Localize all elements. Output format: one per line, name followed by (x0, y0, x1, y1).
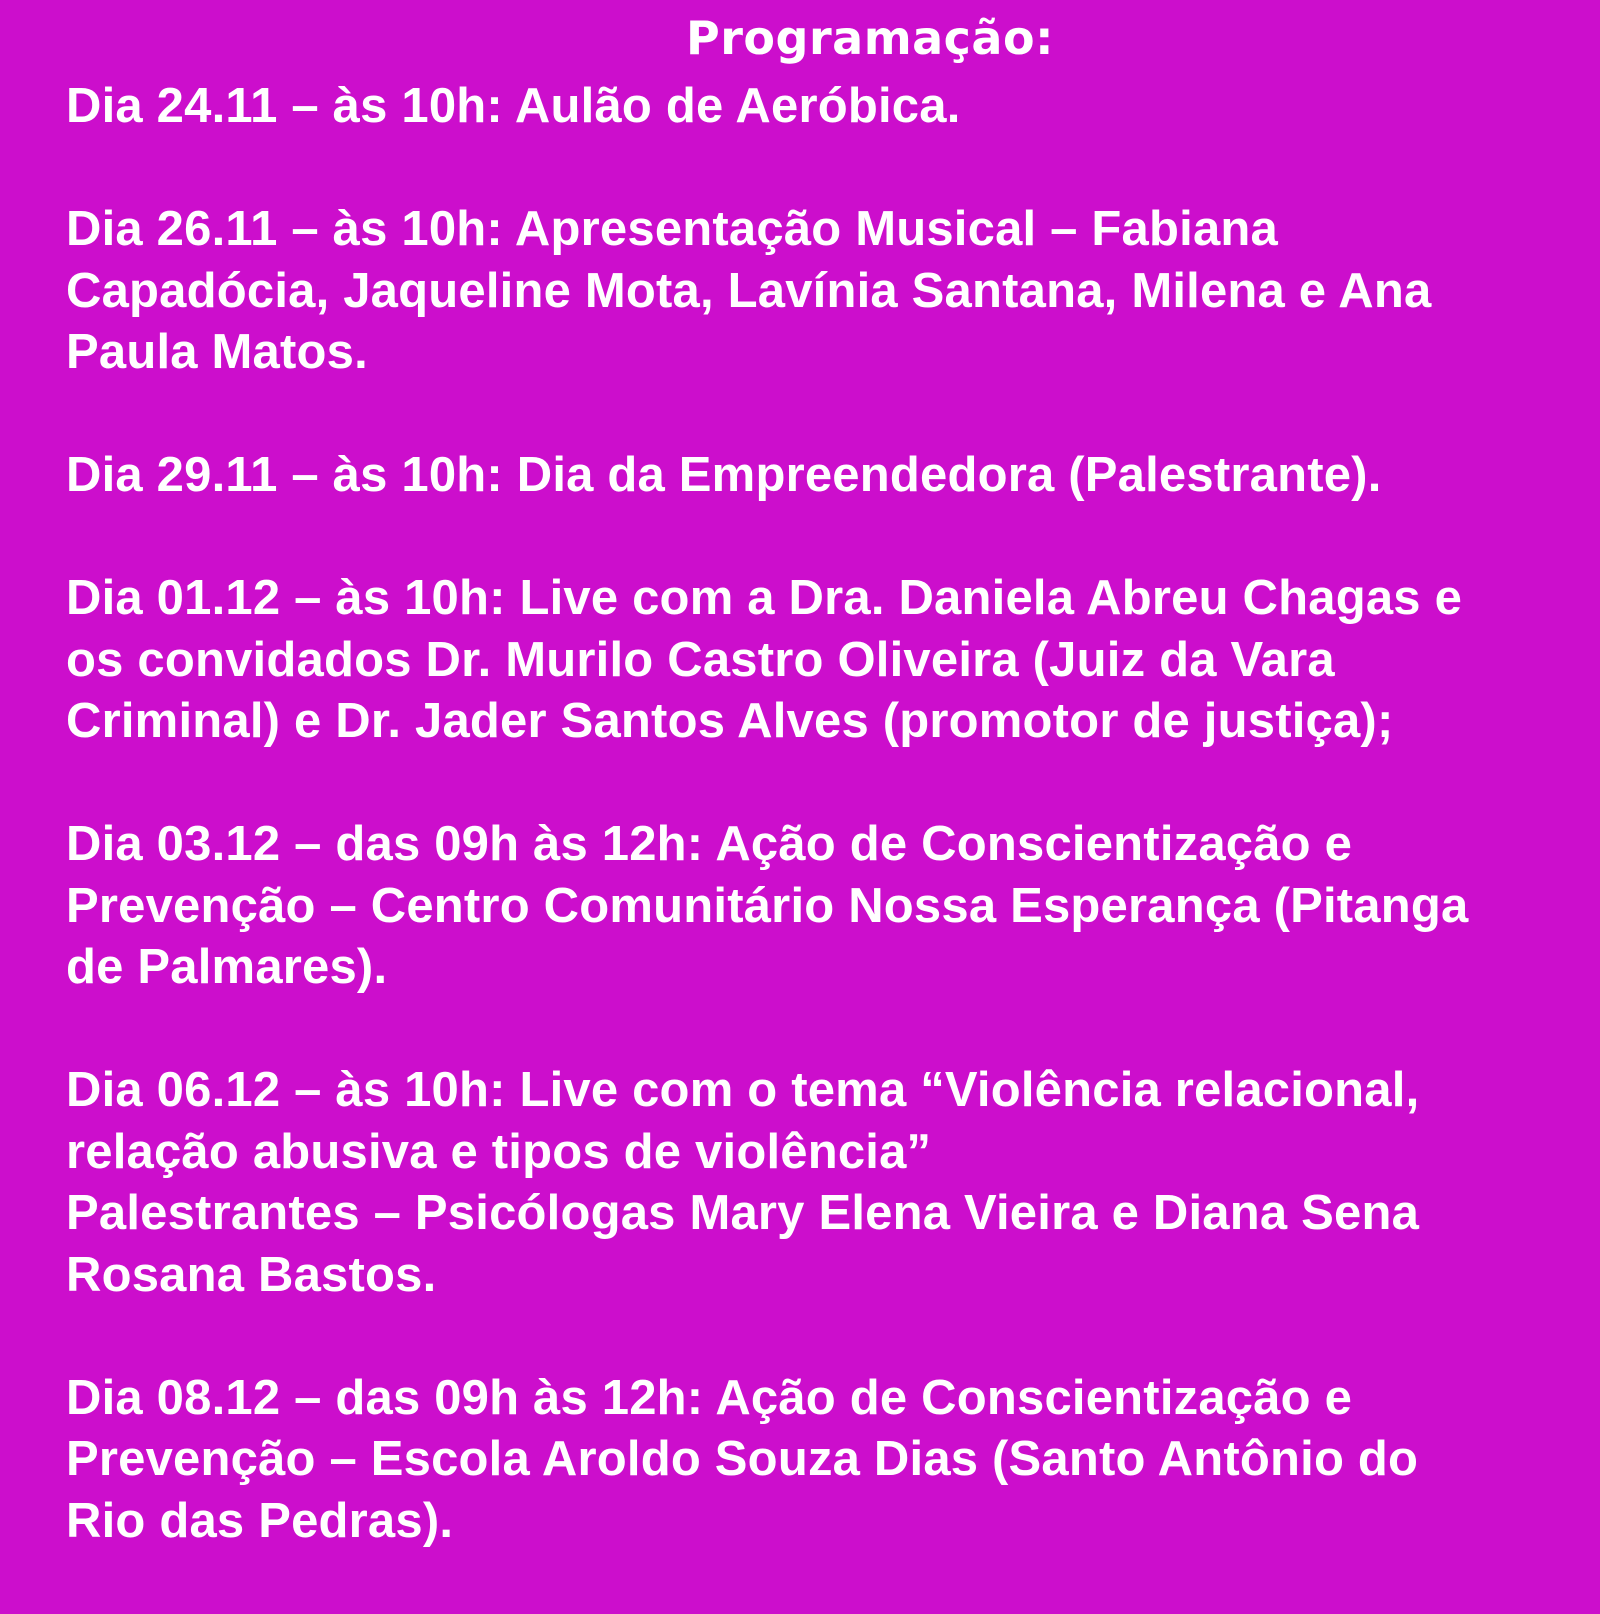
event-line: Palestrantes – Psicólogas Mary Elena Vieira e Diana Sena (66, 1186, 1420, 1240)
event-line: Dia 24.11 – às 10h: Aulão de Aeróbica. (66, 79, 961, 133)
event-line: Rosana Bastos. (66, 1247, 437, 1302)
event-line: Capadócia, Jaqueline Mota, Lavínia Santana, Milena e Ana (66, 263, 1432, 318)
event-item (66, 814, 1546, 999)
schedule-list (66, 76, 1546, 1614)
event-line: Prevenção – Escola Aroldo Souza Dias (Santo Antônio do (66, 1432, 1419, 1486)
event-line: Dia 01.12 – às 10h: Live com a Dra. Daniela Abreu Chagas e (66, 571, 1463, 625)
event-line: Dia 26.11 – às 10h: Apresentação Musical – Fabiana (66, 202, 1278, 256)
event-item (66, 76, 1546, 138)
event-line: Dia 03.12 – das 09h às 12h: Ação de Conscientização e (66, 817, 1353, 871)
event-item (66, 568, 1546, 753)
event-item (66, 1368, 1546, 1553)
event-line: Dia 06.12 – às 10h: Live com o tema “Violência relacional, (66, 1063, 1420, 1117)
event-item (66, 199, 1546, 384)
event-line: Criminal) e Dr. Jader Santos Alves (promotor de justiça); (66, 694, 1394, 748)
event-line: Dia 08.12 – das 09h às 12h: Ação de Conscientização e (66, 1370, 1353, 1425)
event-line: Paula Matos. (66, 325, 368, 379)
event-line: relação abusiva e tipos de violência” (66, 1124, 932, 1179)
event-item (66, 1060, 1546, 1306)
event-line: Dia 29.11 – às 10h: Dia da Empreendedora (Palestrante). (66, 448, 1382, 502)
event-line: Rio das Pedras). (66, 1493, 454, 1548)
event-line: Prevenção – Centro Comunitário Nossa Esperança (Pitanga (66, 878, 1469, 933)
event-item (66, 445, 1546, 507)
page-title: Programação: (686, 11, 1054, 65)
event-line: os convidados Dr. Murilo Castro Oliveira (Juiz da Vara (66, 632, 1335, 687)
event-line: de Palmares). (66, 940, 388, 994)
